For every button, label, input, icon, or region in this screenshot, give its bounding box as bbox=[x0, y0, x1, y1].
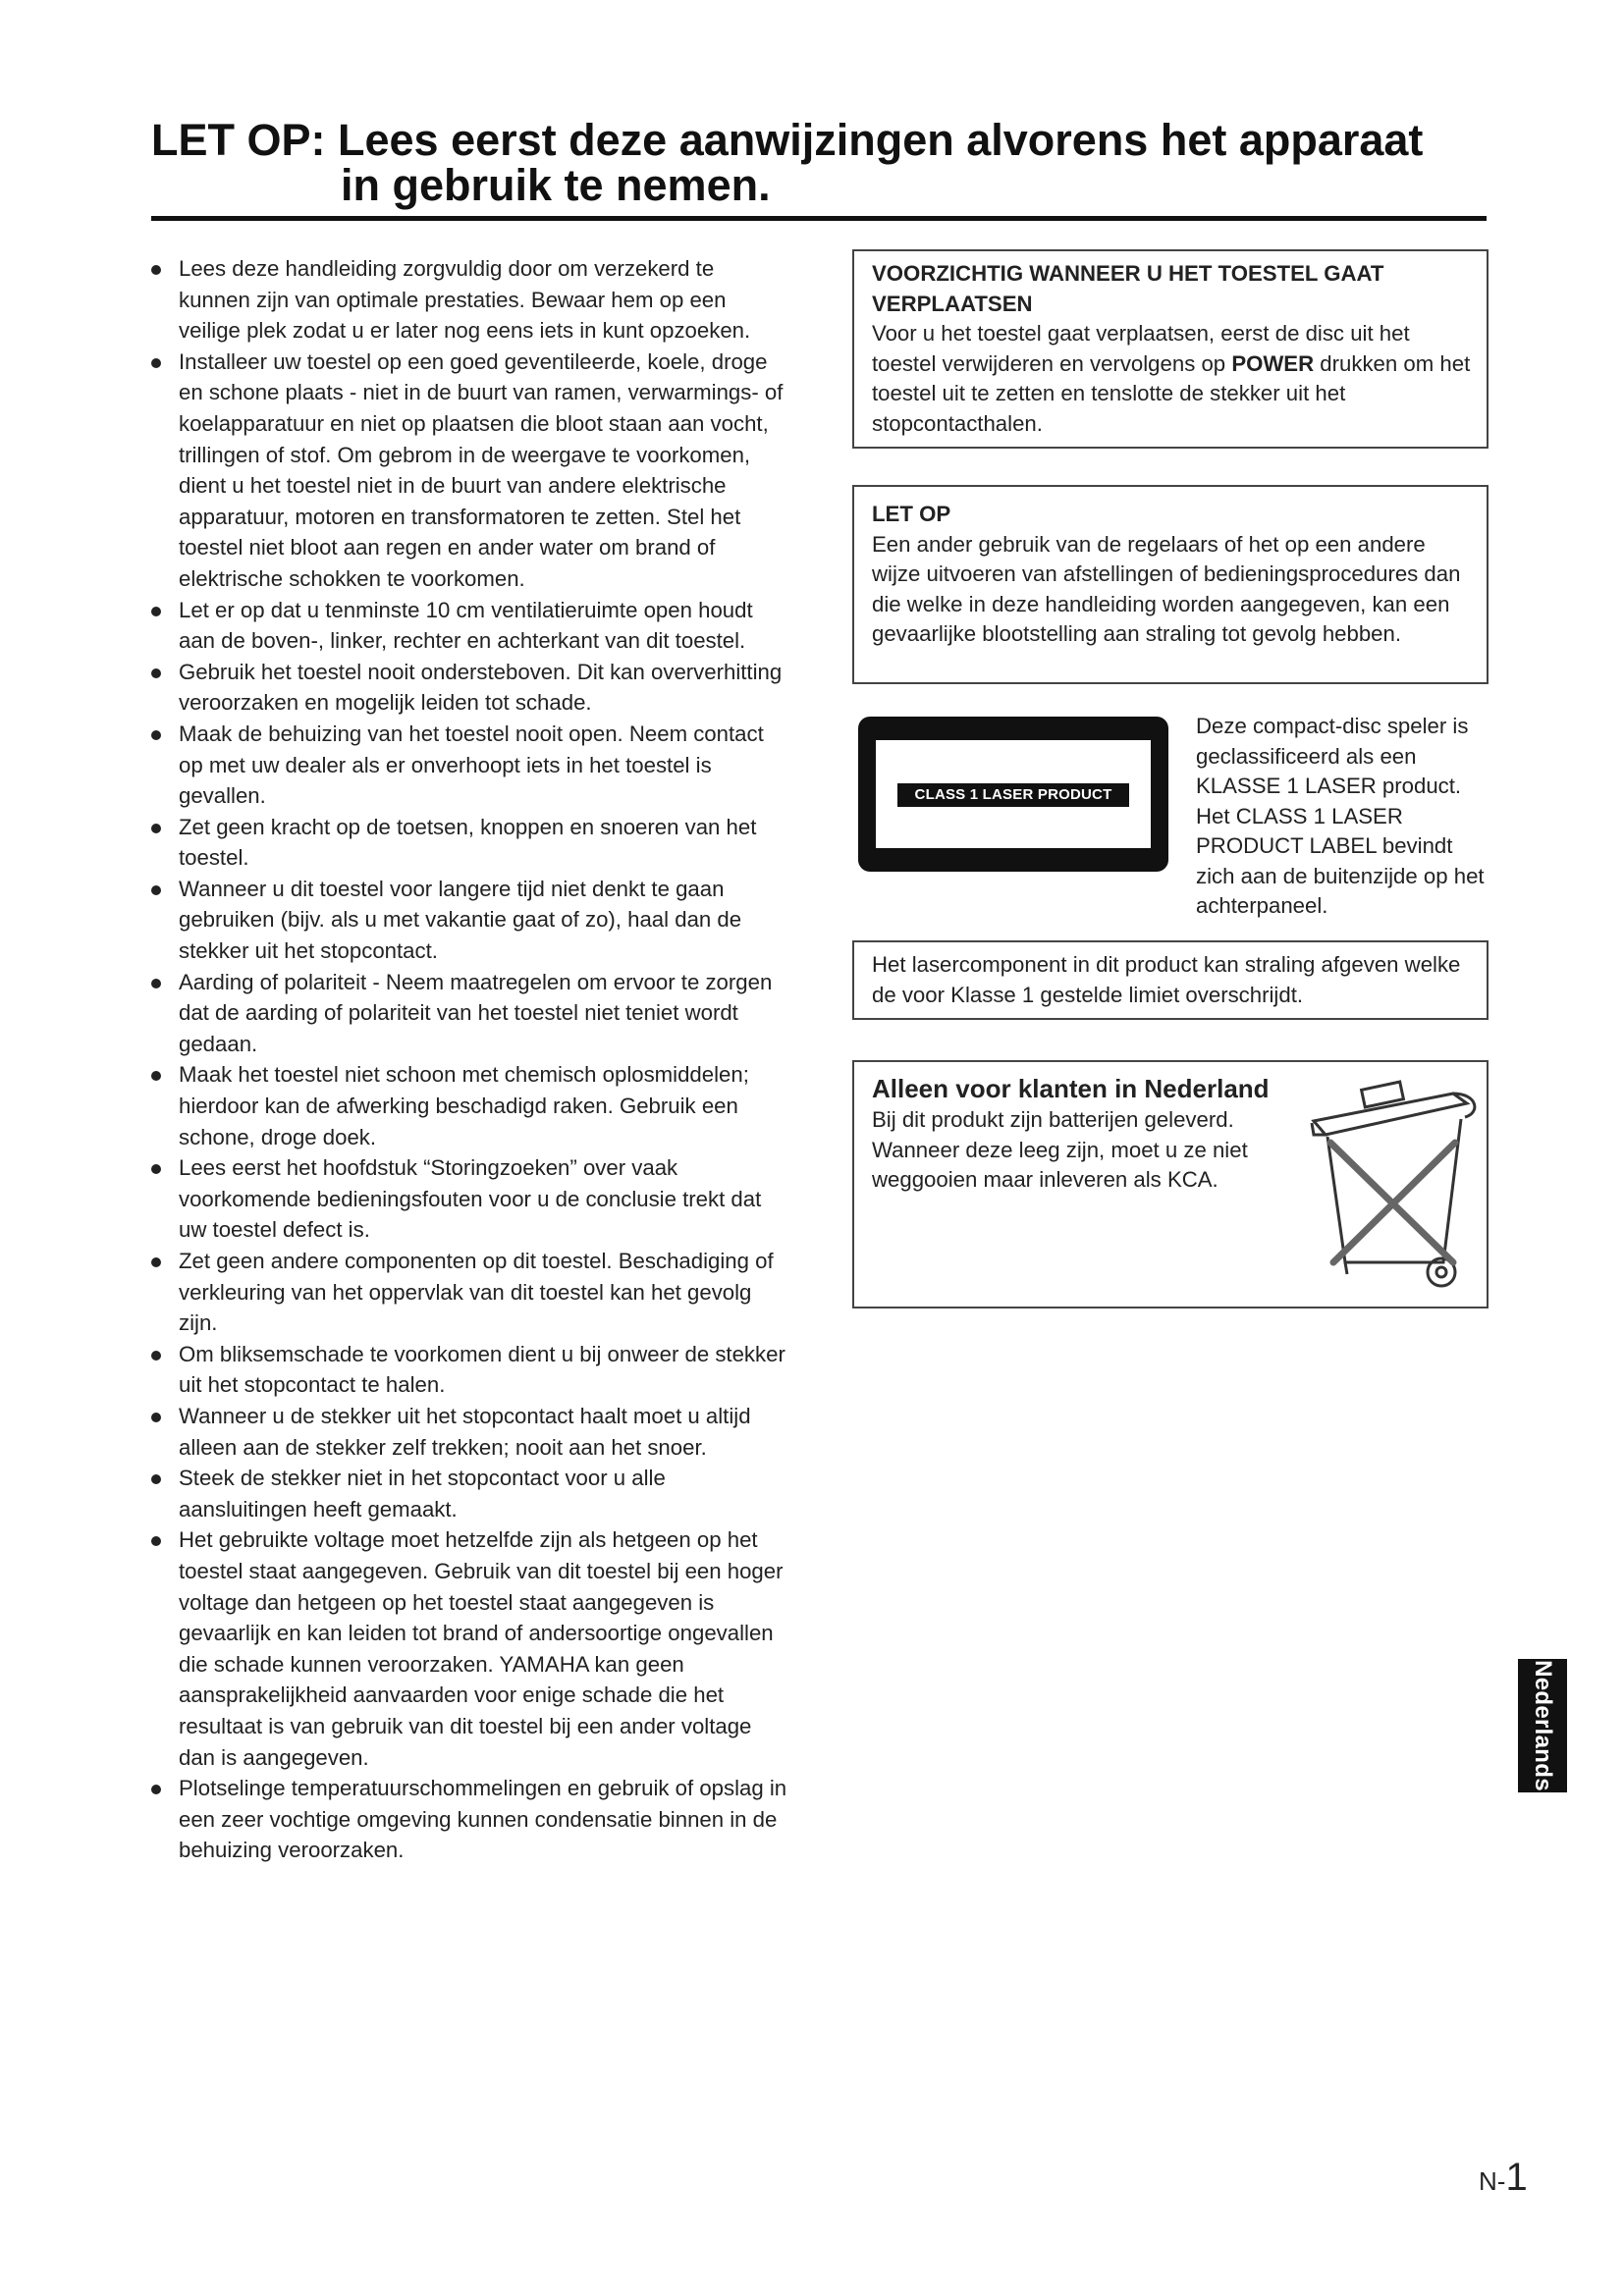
crossed-out-bin-icon bbox=[1306, 1066, 1483, 1298]
page-title-line-1: LET OP: Lees eerst deze aanwijzingen alvorens het apparaat bbox=[151, 115, 1424, 165]
netherlands-text: Bij dit produkt zijn batterijen geleverd. Wanneer deze leeg zijn, moet u ze niet weggooien maar inleveren als KCA. bbox=[872, 1107, 1248, 1192]
instruction-item: Maak het toestel niet schoon met chemisch oplosmiddelen; hierdoor kan de afwerking beschadigd raken. Gebruik een schone, droge doek. bbox=[151, 1059, 789, 1152]
caution-move-text-part: Voor u het toestel gaat verplaatsen, eerst de disc uit het toestel verwijderen en vervolgens op bbox=[872, 321, 1410, 376]
page-number bbox=[1479, 2156, 1528, 2200]
page-title bbox=[151, 115, 1487, 210]
laser-product-label bbox=[858, 717, 1168, 872]
netherlands-heading: Alleen voor klanten in Nederland bbox=[872, 1074, 1270, 1103]
instruction-item: Lees eerst het hoofdstuk “Storingzoeken” over vaak voorkomende bedieningsfouten voor u de conclusie trekt dat uw toestel defect is. bbox=[151, 1152, 789, 1246]
title-divider bbox=[151, 216, 1487, 221]
laser-label-text: CLASS 1 LASER PRODUCT bbox=[897, 783, 1129, 807]
let-op-text: Een ander gebruik van de regelaars of het op een andere wijze uitvoeren van afstellingen of bedieningsprocedures dan die welke in deze handleiding worden aangegeven, kan een gevaarlijke blootstelling aan straling tot gevolg hebben. bbox=[872, 531, 1461, 646]
laser-notice-text: Het lasercomponent in dit product kan straling afgeven welke de voor Klasse 1 gestelde limiet overschrijdt. bbox=[872, 952, 1461, 1007]
instruction-list bbox=[151, 253, 789, 1866]
instruction-item: Wanneer u dit toestel voor langere tijd niet denkt te gaan gebruiken (bijv. als u met vakantie gaat of zo), haal dan de stekker uit het stopcontact. bbox=[151, 874, 789, 967]
instruction-item: Om bliksemschade te voorkomen dient u bij onweer de stekker uit het stopcontact te halen. bbox=[151, 1339, 789, 1401]
page-number-prefix: N- bbox=[1479, 2166, 1506, 2196]
caution-move-heading: VOORZICHTIG WANNEER U HET TOESTEL GAAT VERPLAATSEN bbox=[872, 261, 1384, 316]
page-number-value: 1 bbox=[1505, 2156, 1528, 2199]
laser-notice-box bbox=[852, 940, 1489, 1020]
instruction-item: Het gebruikte voltage moet hetzelfde zijn als hetgeen op het toestel staat aangegeven. Gebruik van dit toestel bij een hoger voltage dan hetgeen op het toestel staat aangegeven is gevaarlijk en kan leiden tot brand of andersoortige ongevallen die schade kunnen veroorzaken. YAMAHA kan geen aansprakelijkheid aanvaarden voor enige schade die het resultaat is van gebruik van dit toestel bij een ander voltage dan is aangegeven. bbox=[151, 1524, 789, 1773]
instruction-item: Installeer uw toestel op een goed geventileerde, koele, droge en schone plaats - niet in de buurt van ramen, verwarmings- of koelapparatuur en niet op plaatsen die bloot staan aan vocht, trillingen of stof. Om gebrom in de weergave te voorkomen, dient u het toestel niet in de buurt van andere elektrische apparatuur, motoren en transformatoren te zetten. Stel het toestel niet bloot aan regen en ander water om brand of elektrische schokken te voorkomen. bbox=[151, 347, 789, 595]
instruction-item: Lees deze handleiding zorgvuldig door om verzekerd te kunnen zijn van optimale prestaties. Bewaar hem op een veilige plek zodat u er later nog eens iets in kunt opzoeken. bbox=[151, 253, 789, 347]
instruction-item: Let er op dat u tenminste 10 cm ventilatieruimte open houdt aan de boven-, linker, rechter en achterkant van dit toestel. bbox=[151, 595, 789, 657]
instruction-item: Gebruik het toestel nooit ondersteboven. Dit kan oververhitting veroorzaken en mogelijk leiden tot schade. bbox=[151, 657, 789, 719]
instruction-item: Aarding of polariteit - Neem maatregelen om ervoor te zorgen dat de aarding of polariteit van het toestel niet teniet wordt gedaan. bbox=[151, 967, 789, 1060]
instruction-item: Zet geen kracht op de toetsen, knoppen en snoeren van het toestel. bbox=[151, 812, 789, 874]
instruction-item: Maak de behuizing van het toestel nooit open. Neem contact op met uw dealer als er onverhoopt iets in het toestel is gevallen. bbox=[151, 719, 789, 812]
power-keyword: POWER bbox=[1231, 350, 1315, 376]
page-title-line-2: in gebruik te nemen. bbox=[341, 160, 771, 210]
instruction-item: Plotselinge temperatuurschommelingen en gebruik of opslag in een zeer vochtige omgeving kunnen condensatie binnen in de behuizing veroorzaken. bbox=[151, 1773, 789, 1866]
caution-move-text-part: drukken om het toestel uit te zetten en tenslotte de stekker uit het stopcontacthalen. bbox=[872, 350, 1471, 436]
let-op-heading: LET OP bbox=[872, 502, 951, 526]
instruction-item: Zet geen andere componenten op dit toestel. Beschadiging of verkleuring van het oppervlak van dit toestel kan het gevolg zijn. bbox=[151, 1246, 789, 1339]
language-tab bbox=[1518, 1659, 1567, 1792]
instruction-item: Steek de stekker niet in het stopcontact voor u alle aansluitingen heeft gemaakt. bbox=[151, 1463, 789, 1524]
laser-description: Deze compact-disc speler is geclassificeerd als een KLASSE 1 LASER product. Het CLASS 1 LASER PRODUCT LABEL bevindt zich aan de buitenzijde op het achterpaneel. bbox=[1196, 714, 1485, 918]
let-op-box bbox=[852, 485, 1489, 684]
instruction-item: Wanneer u de stekker uit het stopcontact haalt moet u altijd alleen aan de stekker zelf trekken; nooit aan het snoer. bbox=[151, 1401, 789, 1463]
caution-move-text bbox=[872, 319, 1473, 439]
language-tab-label: Nederlands bbox=[1530, 1660, 1556, 1791]
caution-move-box bbox=[852, 249, 1489, 449]
laser-label-inner bbox=[876, 740, 1151, 848]
